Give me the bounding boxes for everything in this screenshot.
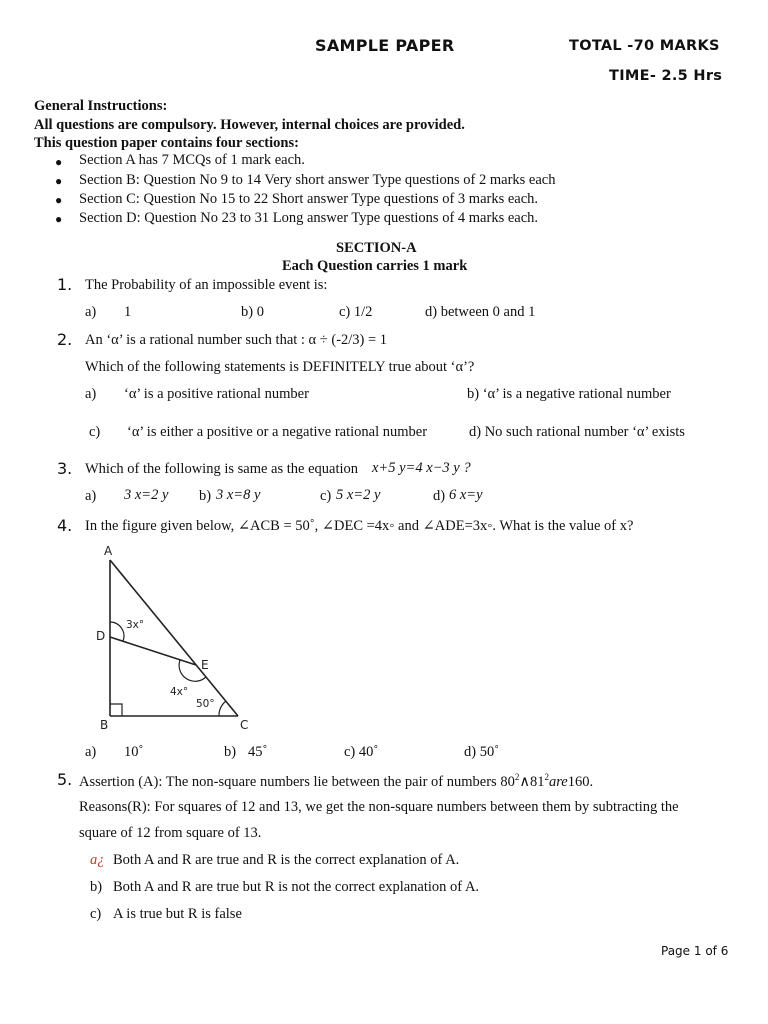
instruction-bullet-2: Section B: Question No 9 to 14 Very short answer Type questions of 2 marks each xyxy=(79,172,556,188)
angle-c-label: 50° xyxy=(196,698,215,710)
bullet-icon: ● xyxy=(55,155,63,169)
question-2-text-2: Which of the following statements is DEFINITELY true about ‘α’? xyxy=(85,359,475,375)
bullet-icon: ● xyxy=(55,174,63,188)
q2-option-a-label: a) xyxy=(85,386,97,402)
question-3-text: Which of the following is same as the equation xyxy=(85,461,359,477)
question-2-number: 2. xyxy=(57,330,73,349)
total-marks: TOTAL -70 MARKS xyxy=(569,38,720,54)
question-5-number: 5. xyxy=(57,770,73,789)
vertex-c-label: C xyxy=(240,718,249,732)
q4-option-b: 45˚ xyxy=(248,744,268,760)
instructions-line-2: This question paper contains four sections: xyxy=(34,135,299,151)
q3-option-c: 5 x=2 y xyxy=(336,487,381,503)
paper-title: SAMPLE PAPER xyxy=(315,36,455,55)
q3-option-a-label: a) xyxy=(85,488,97,504)
question-1-text: The Probability of an impossible event is: xyxy=(85,277,328,293)
q3-option-a: 3 x=2 y xyxy=(124,487,169,503)
reason-text: : For squares of 12 and 13, we get the non-square numbers between them by subtracting the xyxy=(146,799,679,815)
q3-option-d-label: d) xyxy=(433,488,446,504)
vertex-e-label: E xyxy=(201,658,209,672)
bullet-icon: ● xyxy=(55,212,63,226)
q3-option-d: 6 x=y xyxy=(449,487,483,503)
vertex-d-label: D xyxy=(96,629,106,643)
question-5-reason xyxy=(79,799,679,816)
reason-prefix: Reasons(R) xyxy=(79,799,147,815)
assertion-are: are xyxy=(548,773,568,790)
q2-option-d: d) No such rational number ‘α’ exists xyxy=(469,424,685,440)
time-allowed: TIME- 2.5 Hrs xyxy=(609,68,723,84)
triangle-figure xyxy=(88,540,268,740)
bullet-icon: ● xyxy=(55,193,63,207)
q4-option-a-label: a) xyxy=(85,744,97,760)
vertex-a-label: A xyxy=(104,544,113,558)
q2-option-a: ‘α’ is a positive rational number xyxy=(124,386,309,402)
angle-ade-label: 3x° xyxy=(126,619,145,631)
q1-option-a-label: a) xyxy=(85,304,97,320)
q1-option-a: 1 xyxy=(124,304,132,320)
q5-option-c: A is true but R is false xyxy=(113,906,242,922)
question-3-equation: x+5 y=4 x−3 y ? xyxy=(372,460,471,476)
instructions-line-1: All questions are compulsory. However, internal choices are provided. xyxy=(34,117,465,133)
assertion-exponent-2: 2 xyxy=(544,772,549,782)
q2-option-c-label: c) xyxy=(89,424,101,440)
q1-option-d: d) between 0 and 1 xyxy=(425,304,536,320)
instruction-bullet-1: Section A has 7 MCQs of 1 mark each. xyxy=(79,152,305,168)
instruction-bullet-3: Section C: Question No 15 to 22 Short answer Type questions of 3 marks each. xyxy=(79,191,539,207)
q2-option-c: ‘α’ is either a positive or a negative rational number xyxy=(127,424,428,440)
q3-option-b-label: b) xyxy=(199,488,212,504)
q3-option-b: 3 x=8 y xyxy=(216,487,261,503)
instructions-heading: General Instructions: xyxy=(34,98,168,114)
q5-option-a: Both A and R are true and R is the correct explanation of A. xyxy=(113,852,460,868)
q3-option-c-label: c) xyxy=(320,488,332,504)
question-3-number: 3. xyxy=(57,459,73,478)
q4-option-b-label: b) xyxy=(224,744,237,760)
assertion-end: 160. xyxy=(567,773,594,790)
q1-option-c: c) 1/2 xyxy=(339,304,373,320)
q2-option-b: b) ‘α’ is a negative rational number xyxy=(467,386,671,402)
assertion-text: Assertion (A): The non-square numbers lie between the pair of numbers 80 xyxy=(79,773,515,790)
assertion-exponent-1: 2 xyxy=(514,772,520,782)
q4-option-a: 10˚ xyxy=(124,744,144,760)
q1-option-b: b) 0 xyxy=(241,304,264,320)
question-5-reason-line-2: square of 12 from square of 13. xyxy=(79,825,262,841)
q5-option-c-label: c) xyxy=(90,906,102,922)
q5-option-b: Both A and R are true but R is not the correct explanation of A. xyxy=(113,879,480,895)
q5-option-b-label: b) xyxy=(90,879,103,895)
angle-dec-label: 4x° xyxy=(170,686,189,698)
question-4-number: 4. xyxy=(57,516,73,535)
question-1-number: 1. xyxy=(57,275,73,294)
question-2-text: An ‘α’ is a rational number such that : α ÷ (-2/3) = 1 xyxy=(85,332,388,348)
vertex-b-label: B xyxy=(100,718,109,732)
assertion-and: ∧81 xyxy=(519,773,545,790)
question-5-assertion xyxy=(79,772,593,791)
question-4-text: In the figure given below, ∠ACB = 50˚, ∠DEC =4x◦ and ∠ADE=3x◦. What is the value of x? xyxy=(85,518,634,534)
page-number: Page 1 of 6 xyxy=(661,944,729,958)
q4-option-c: c) 40˚ xyxy=(344,744,379,760)
section-subtitle: Each Question carries 1 mark xyxy=(282,258,468,274)
instruction-bullet-4: Section D: Question No 23 to 31 Long answer Type questions of 4 marks each. xyxy=(79,210,539,226)
q5-option-a-label: a¿ xyxy=(90,852,105,868)
section-title: SECTION-A xyxy=(336,240,417,256)
q4-option-d: d) 50˚ xyxy=(464,744,500,760)
